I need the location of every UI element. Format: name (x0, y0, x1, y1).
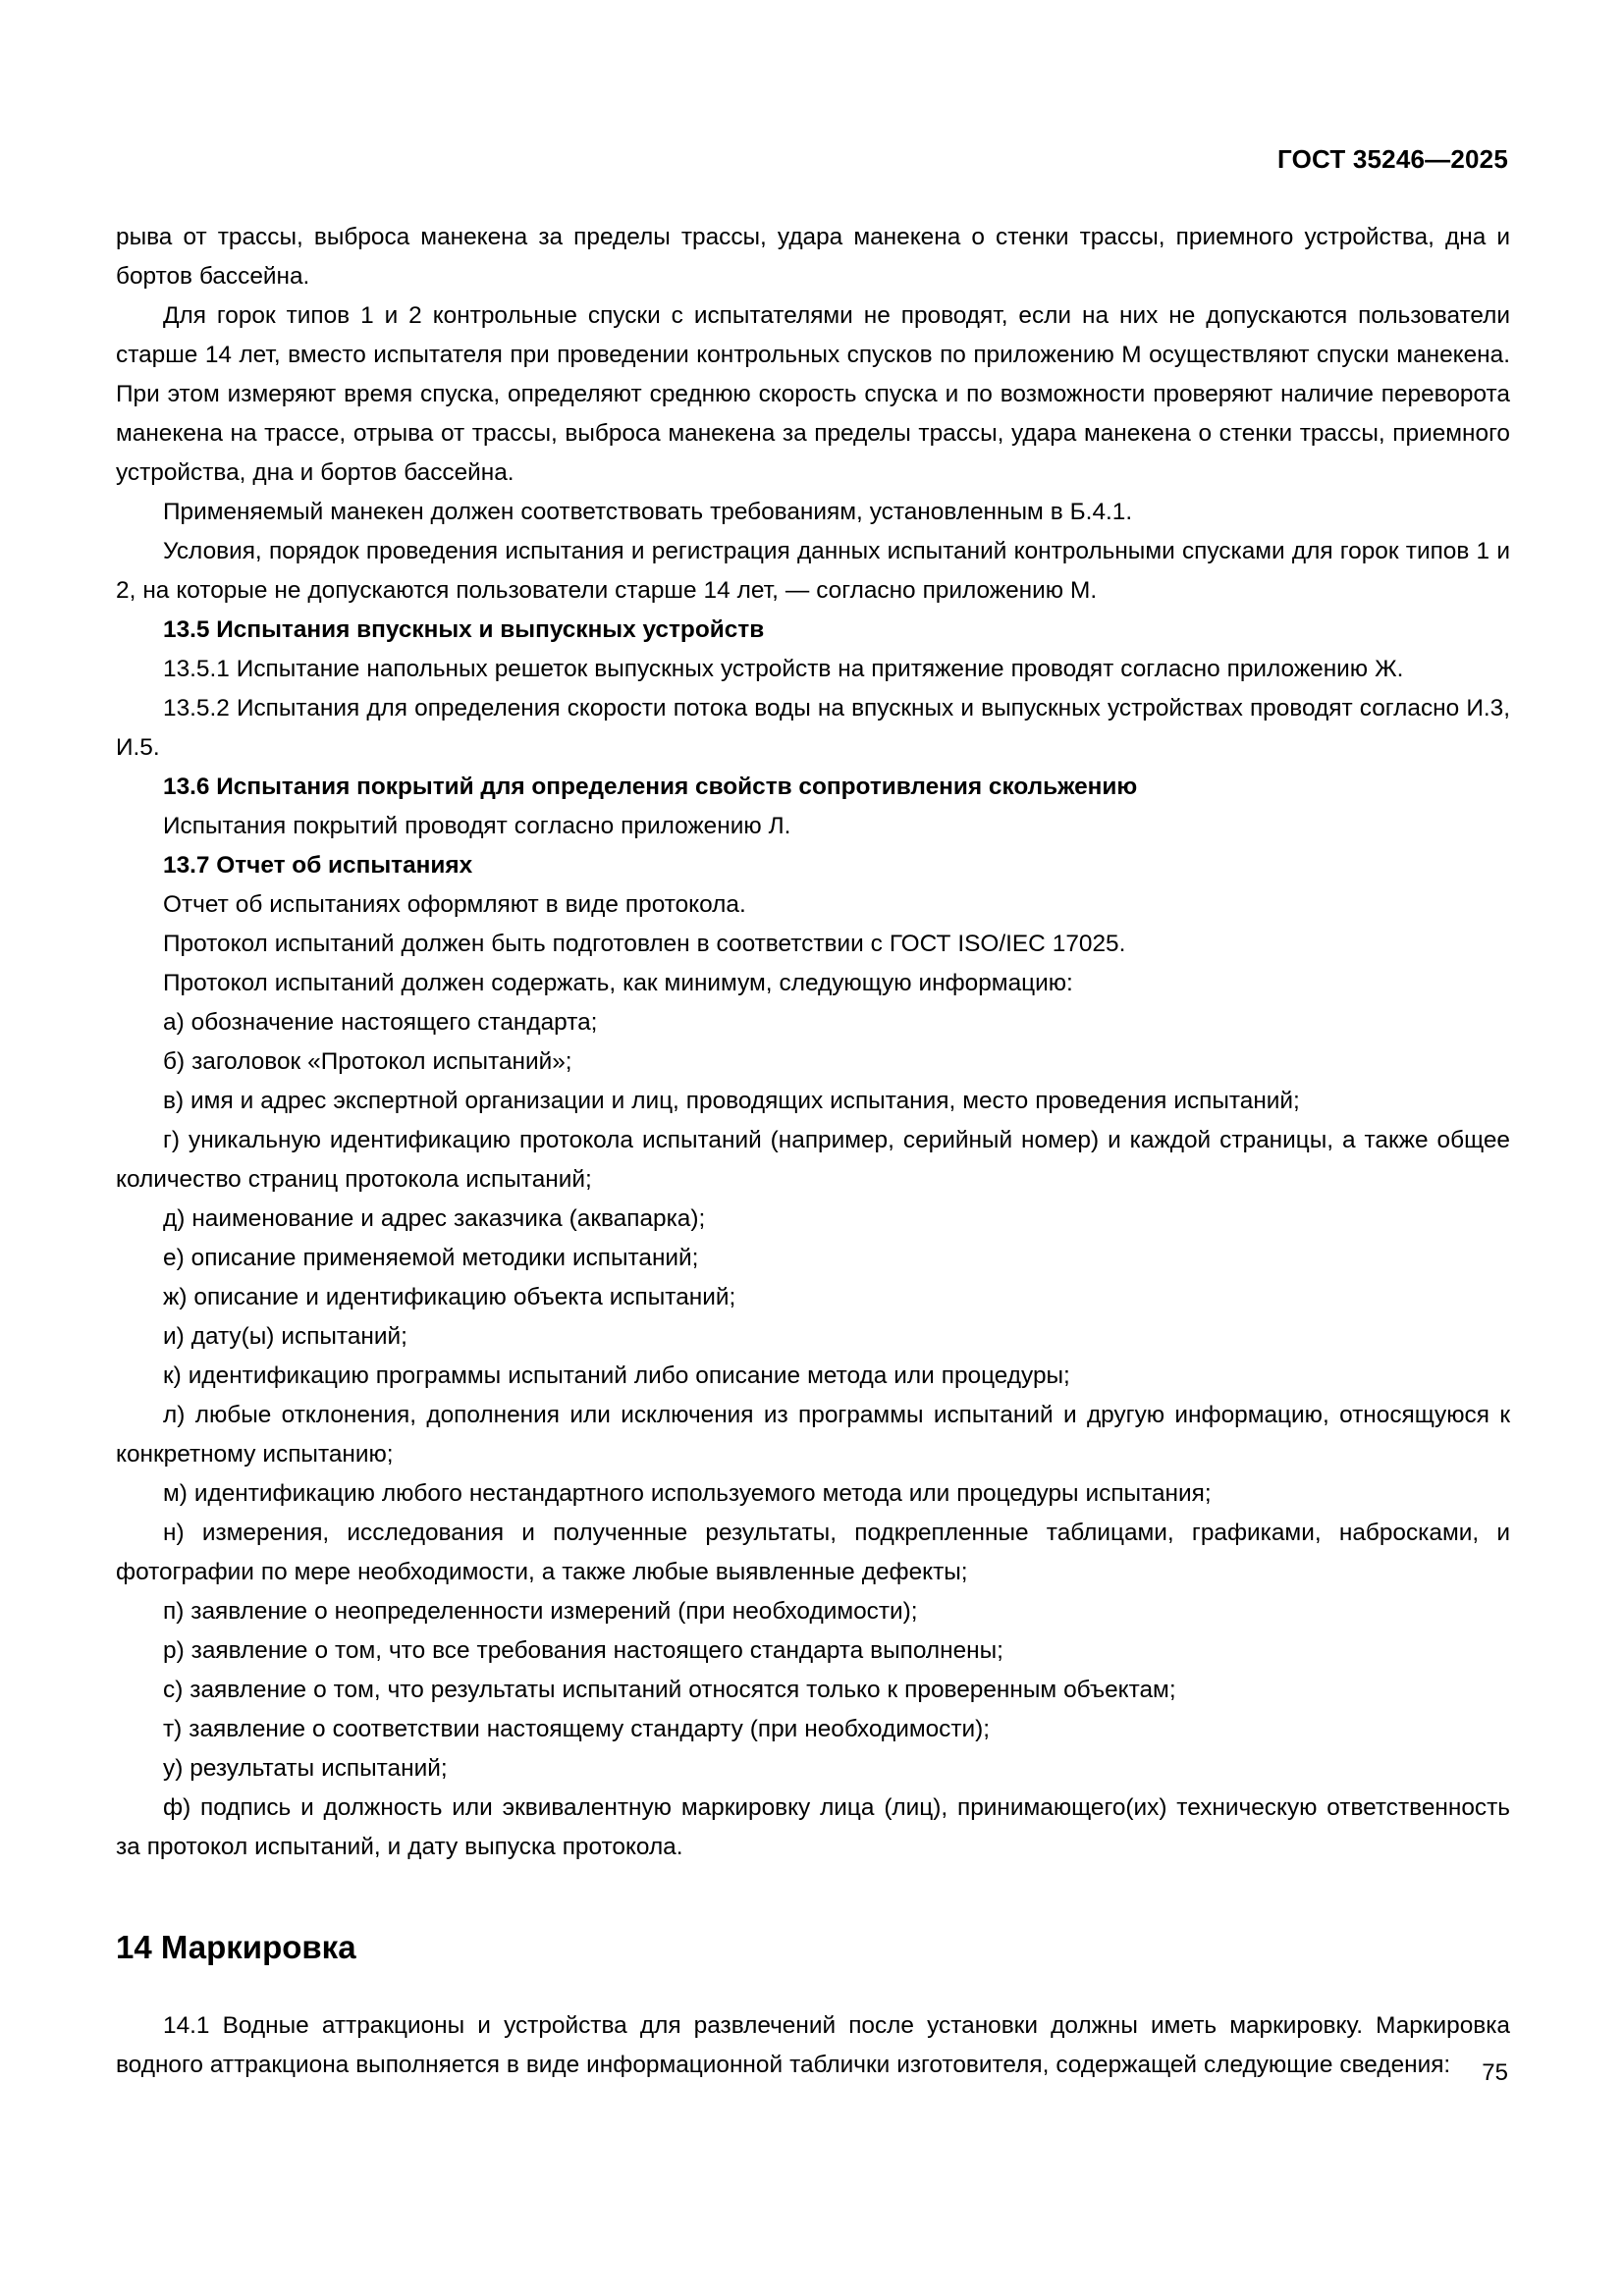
list-item-g: г) уникальную идентификацию протокола испытаний (например, серийный номер) и каждой страницы, а также общее количество страниц протокола испытаний; (116, 1127, 1510, 1193)
list-item-l: л) любые отклонения, дополнения или исключения из программы испытаний и другую информацию, относящуюся к конкретному испытанию; (116, 1402, 1510, 1468)
paragraph-13-7-intro-2: Протокол испытаний должен быть подготовлен в соответствии с ГОСТ ISO/IEC 17025. (163, 931, 1126, 957)
running-header (116, 144, 1508, 178)
paragraph-13-5-2: 13.5.2 Испытания для определения скорости потока воды на впускных и выпускных устройствах проводят согласно И.3, И.5. (116, 695, 1510, 761)
list-item-zh: ж) описание и идентификацию объекта испытаний; (163, 1284, 736, 1310)
list-item-f: ф) подпись и должность или эквивалентную маркировку лица (лиц), принимающего(их) техническую ответственность за протокол испытаний, и дату выпуска протокола. (116, 1794, 1510, 1860)
paragraph-13-6-1: Испытания покрытий проводят согласно приложению Л. (163, 813, 791, 839)
heading-13-5: 13.5 Испытания впускных и выпускных устройств (163, 616, 765, 643)
list-item-d: д) наименование и адрес заказчика (аквапарка); (163, 1205, 706, 1232)
list-item-p: п) заявление о неопределенности измерений (при необходимости); (163, 1598, 918, 1625)
list-item-a: а) обозначение настоящего стандарта; (163, 1009, 598, 1036)
list-item-b: б) заголовок «Протокол испытаний»; (163, 1048, 572, 1075)
paragraph-slides-types-1-2: Для горок типов 1 и 2 контрольные спуски с испытателями не проводят, если на них не допускаются пользователи старше 14 лет, вместо испытателя при проведении контрольных спусков по приложению М осуществляют спуски манекена. При этом измеряют время спуска, определяют среднюю скорость спуска и по возможности проверяют наличие переворота манекена на трассе, отрыва от трассы, выброса манекена за пределы трассы, удара манекена о стенки трассы, приемного устройства, дна и бортов бассейна. (116, 302, 1510, 486)
list-item-v: в) имя и адрес экспертной организации и лиц, проводящих испытания, место проведения испытаний; (163, 1088, 1300, 1114)
paragraph-13-5-1: 13.5.1 Испытание напольных решеток выпускных устройств на притяжение проводят согласно приложению Ж. (163, 656, 1404, 682)
list-item-r: р) заявление о том, что все требования настоящего стандарта выполнены; (163, 1637, 1003, 1664)
standard-designation: ГОСТ 35246—2025 (1277, 144, 1508, 174)
list-item-k: к) идентификацию программы испытаний либо описание метода или процедуры; (163, 1362, 1070, 1389)
paragraph-13-7-intro-3: Протокол испытаний должен содержать, как минимум, следующую информацию: (163, 970, 1073, 996)
heading-13-6: 13.6 Испытания покрытий для определения свойств сопротивления скольжению (163, 774, 1138, 800)
heading-13-7: 13.7 Отчет об испытаниях (163, 852, 473, 879)
paragraph-dummy-requirements: Применяемый манекен должен соответствовать требованиям, установленным в Б.4.1. (163, 499, 1133, 525)
list-item-e: е) описание применяемой методики испытаний; (163, 1245, 699, 1271)
page-number: 75 (1482, 2059, 1508, 2086)
text-column (116, 218, 1510, 2085)
heading-14: 14 Маркировка (116, 1929, 356, 1965)
list-item-u: у) результаты испытаний; (163, 1755, 448, 1782)
list-item-s: с) заявление о том, что результаты испытаний относятся только к проверенным объектам; (163, 1677, 1176, 1703)
list-item-t: т) заявление о соответствии настоящему стандарту (при необходимости); (163, 1716, 991, 1742)
list-item-n: н) измерения, исследования и полученные результаты, подкрепленные таблицами, графиками, набросками, и фотографии по мере необходимости, а также любые выявленные дефекты; (116, 1520, 1510, 1585)
paragraph-14-1: 14.1 Водные аттракционы и устройства для развлечений после установки должны иметь маркировку. Маркировка водного аттракциона выполняется в виде информационной таблички изготовителя, содержащей следующие сведения: (116, 2012, 1510, 2078)
paragraph-continuation: рыва от трассы, выброса манекена за пределы трассы, удара манекена о стенки трассы, приемного устройства, дна и бортов бассейна. (116, 224, 1510, 290)
list-item-i: и) дату(ы) испытаний; (163, 1323, 407, 1350)
paragraph-13-7-intro-1: Отчет об испытаниях оформляют в виде протокола. (163, 891, 746, 918)
paragraph-test-conditions: Условия, порядок проведения испытания и регистрация данных испытаний контрольными спусками для горок типов 1 и 2, на которые не допускаются пользователи старше 14 лет, — согласно приложению М. (116, 538, 1510, 604)
list-item-m: м) идентификацию любого нестандартного используемого метода или процедуры испытания; (163, 1480, 1212, 1507)
